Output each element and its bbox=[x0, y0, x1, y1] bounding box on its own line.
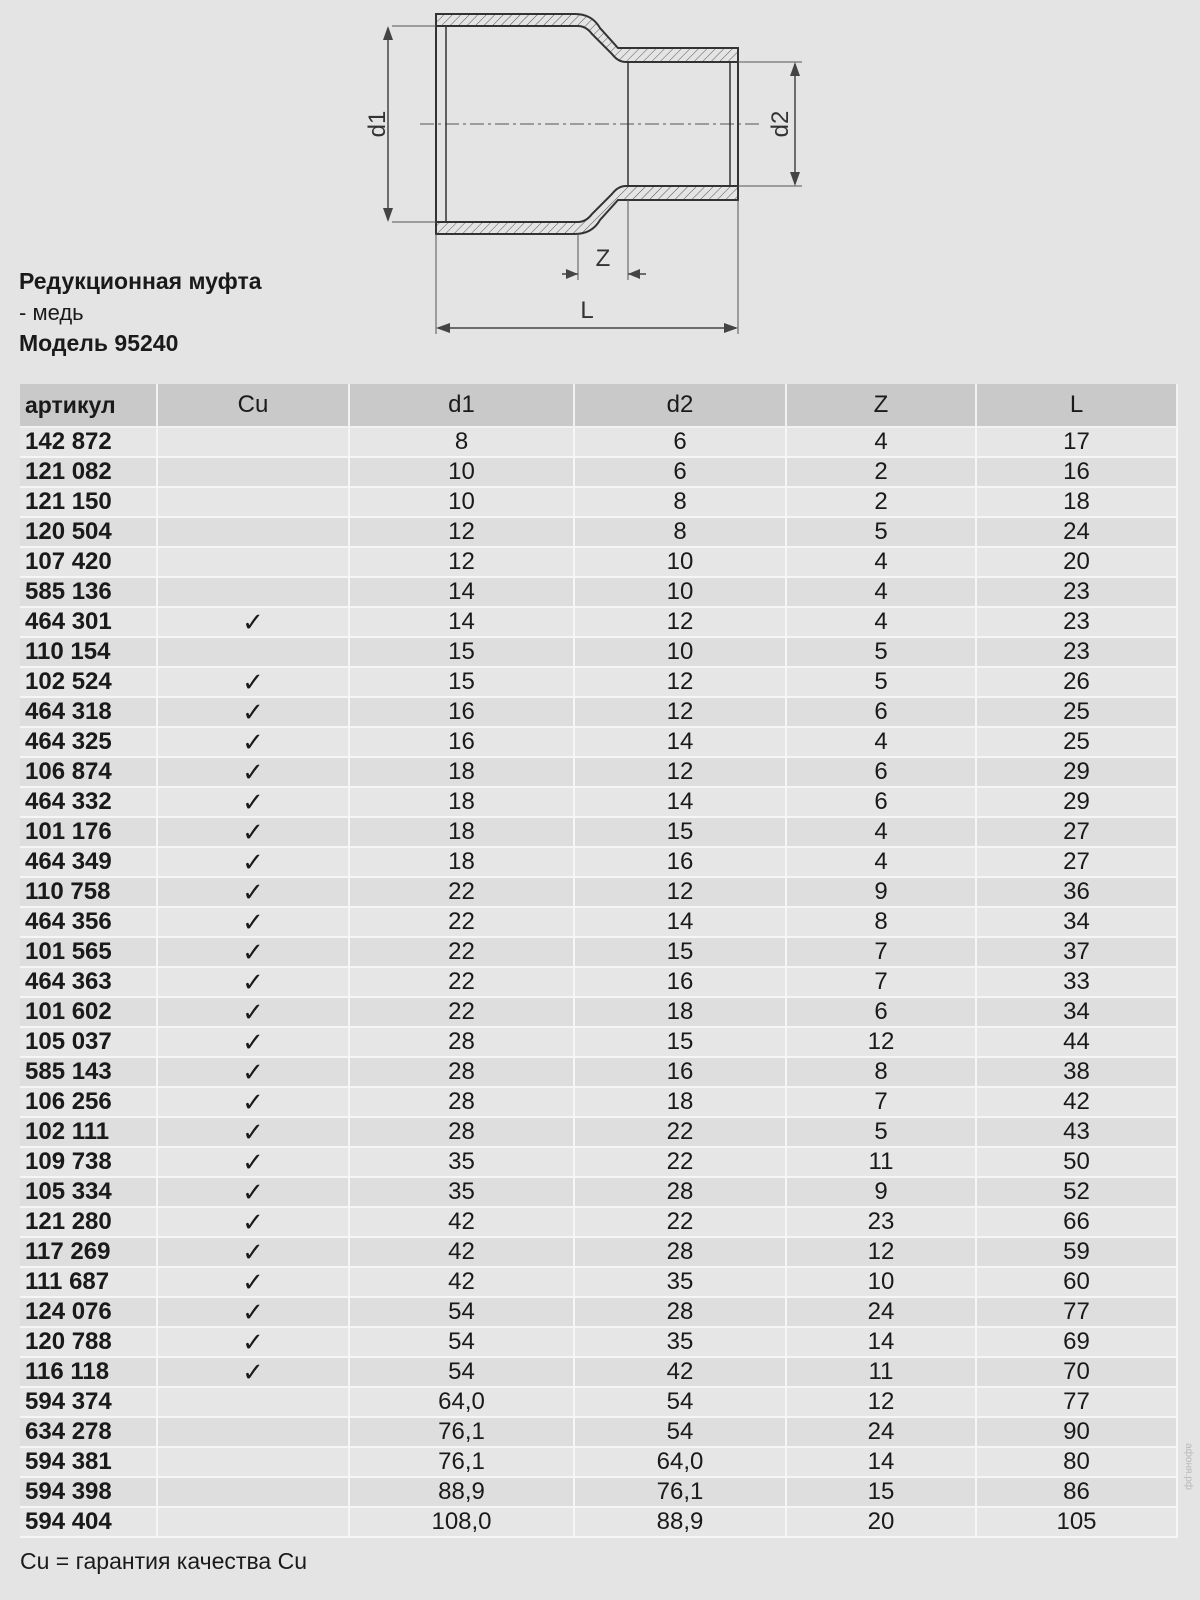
z-cell: 6 bbox=[787, 788, 977, 818]
cu-cell: ✓ bbox=[158, 908, 350, 938]
z-cell: 5 bbox=[787, 638, 977, 668]
article-cell: 102 524 bbox=[20, 668, 158, 698]
d2-cell: 10 bbox=[575, 578, 787, 608]
l-cell: 77 bbox=[977, 1298, 1178, 1328]
table-row bbox=[20, 758, 1178, 788]
d2-cell: 16 bbox=[575, 1058, 787, 1088]
d2-cell: 28 bbox=[575, 1178, 787, 1208]
z-cell: 12 bbox=[787, 1028, 977, 1058]
l-cell: 86 bbox=[977, 1478, 1178, 1508]
product-model: Модель 95240 bbox=[19, 330, 179, 356]
d2-label: d2 bbox=[767, 110, 794, 138]
z-cell: 11 bbox=[787, 1358, 977, 1388]
table-row bbox=[20, 1178, 1178, 1208]
article-cell: 585 136 bbox=[20, 578, 158, 608]
l-cell: 37 bbox=[977, 938, 1178, 968]
d2-cell: 54 bbox=[575, 1388, 787, 1418]
table-row bbox=[20, 938, 1178, 968]
d1-cell: 54 bbox=[350, 1298, 575, 1328]
article-cell: 124 076 bbox=[20, 1298, 158, 1328]
article-cell: 101 176 bbox=[20, 818, 158, 848]
d1-cell: 8 bbox=[350, 428, 575, 458]
d1-cell: 35 bbox=[350, 1178, 575, 1208]
d1-cell: 108,0 bbox=[350, 1508, 575, 1538]
table-row bbox=[20, 1208, 1178, 1238]
d2-cell: 8 bbox=[575, 488, 787, 518]
article-cell: 634 278 bbox=[20, 1418, 158, 1448]
z-cell: 11 bbox=[787, 1148, 977, 1178]
table-row bbox=[20, 968, 1178, 998]
l-cell: 42 bbox=[977, 1088, 1178, 1118]
cu-cell bbox=[158, 518, 350, 548]
d1-cell: 14 bbox=[350, 608, 575, 638]
table-row bbox=[20, 908, 1178, 938]
z-cell: 15 bbox=[787, 1478, 977, 1508]
cu-cell: ✓ bbox=[158, 1238, 350, 1268]
z-cell: 7 bbox=[787, 938, 977, 968]
cu-cell: ✓ bbox=[158, 1178, 350, 1208]
l-cell: 25 bbox=[977, 728, 1178, 758]
d2-cell: 35 bbox=[575, 1268, 787, 1298]
article-cell: 116 118 bbox=[20, 1358, 158, 1388]
cu-cell: ✓ bbox=[158, 1088, 350, 1118]
cu-cell: ✓ bbox=[158, 818, 350, 848]
table-row bbox=[20, 638, 1178, 668]
d1-cell: 16 bbox=[350, 728, 575, 758]
col-header-cu: Cu bbox=[158, 384, 350, 428]
l-cell: 27 bbox=[977, 848, 1178, 878]
article-cell: 117 269 bbox=[20, 1238, 158, 1268]
z-label: Z bbox=[595, 245, 611, 272]
l-cell: 44 bbox=[977, 1028, 1178, 1058]
d2-cell: 22 bbox=[575, 1148, 787, 1178]
z-cell: 12 bbox=[787, 1238, 977, 1268]
table-header-row bbox=[20, 384, 1178, 428]
d1-cell: 42 bbox=[350, 1238, 575, 1268]
z-cell: 6 bbox=[787, 698, 977, 728]
table-row bbox=[20, 1508, 1178, 1538]
d1-cell: 18 bbox=[350, 758, 575, 788]
d2-cell: 14 bbox=[575, 788, 787, 818]
article-cell: 107 420 bbox=[20, 548, 158, 578]
cu-cell: ✓ bbox=[158, 878, 350, 908]
l-cell: 34 bbox=[977, 908, 1178, 938]
d1-cell: 88,9 bbox=[350, 1478, 575, 1508]
d1-cell: 28 bbox=[350, 1058, 575, 1088]
cu-cell bbox=[158, 1448, 350, 1478]
d1-cell: 15 bbox=[350, 638, 575, 668]
d2-cell: 6 bbox=[575, 458, 787, 488]
table-row bbox=[20, 1058, 1178, 1088]
z-cell: 24 bbox=[787, 1418, 977, 1448]
z-cell: 6 bbox=[787, 998, 977, 1028]
d1-cell: 35 bbox=[350, 1148, 575, 1178]
cu-cell: ✓ bbox=[158, 1028, 350, 1058]
d2-cell: 15 bbox=[575, 938, 787, 968]
article-cell: 464 349 bbox=[20, 848, 158, 878]
d1-cell: 22 bbox=[350, 998, 575, 1028]
d1-cell: 12 bbox=[350, 548, 575, 578]
l-cell: 69 bbox=[977, 1328, 1178, 1358]
d1-cell: 18 bbox=[350, 848, 575, 878]
d1-cell: 18 bbox=[350, 818, 575, 848]
cu-cell bbox=[158, 638, 350, 668]
l-cell: 90 bbox=[977, 1418, 1178, 1448]
article-cell: 464 356 bbox=[20, 908, 158, 938]
product-material: - медь bbox=[19, 300, 84, 325]
article-cell: 120 788 bbox=[20, 1328, 158, 1358]
d1-cell: 16 bbox=[350, 698, 575, 728]
cu-cell bbox=[158, 488, 350, 518]
d2-cell: 18 bbox=[575, 998, 787, 1028]
d2-cell: 42 bbox=[575, 1358, 787, 1388]
article-cell: 142 872 bbox=[20, 428, 158, 458]
z-cell: 2 bbox=[787, 458, 977, 488]
article-cell: 111 687 bbox=[20, 1268, 158, 1298]
z-cell: 5 bbox=[787, 668, 977, 698]
table-row bbox=[20, 878, 1178, 908]
article-cell: 106 256 bbox=[20, 1088, 158, 1118]
d2-cell: 35 bbox=[575, 1328, 787, 1358]
d2-cell: 76,1 bbox=[575, 1478, 787, 1508]
table-row bbox=[20, 788, 1178, 818]
d1-cell: 22 bbox=[350, 908, 575, 938]
d1-cell: 15 bbox=[350, 668, 575, 698]
z-cell: 8 bbox=[787, 1058, 977, 1088]
article-cell: 464 325 bbox=[20, 728, 158, 758]
cu-cell: ✓ bbox=[158, 938, 350, 968]
cu-cell bbox=[158, 578, 350, 608]
article-cell: 101 565 bbox=[20, 938, 158, 968]
z-cell: 4 bbox=[787, 428, 977, 458]
d2-cell: 15 bbox=[575, 1028, 787, 1058]
table-row bbox=[20, 1358, 1178, 1388]
table-row bbox=[20, 458, 1178, 488]
d1-cell: 42 bbox=[350, 1208, 575, 1238]
d2-cell: 12 bbox=[575, 698, 787, 728]
d2-cell: 64,0 bbox=[575, 1448, 787, 1478]
table-row bbox=[20, 428, 1178, 458]
z-cell: 2 bbox=[787, 488, 977, 518]
l-cell: 59 bbox=[977, 1238, 1178, 1268]
z-cell: 20 bbox=[787, 1508, 977, 1538]
cu-cell: ✓ bbox=[158, 1328, 350, 1358]
z-cell: 7 bbox=[787, 1088, 977, 1118]
cu-cell bbox=[158, 1388, 350, 1418]
cu-cell bbox=[158, 428, 350, 458]
d2-cell: 8 bbox=[575, 518, 787, 548]
article-cell: 585 143 bbox=[20, 1058, 158, 1088]
l-cell: 27 bbox=[977, 818, 1178, 848]
z-cell: 14 bbox=[787, 1448, 977, 1478]
d1-cell: 12 bbox=[350, 518, 575, 548]
article-cell: 594 398 bbox=[20, 1478, 158, 1508]
z-cell: 24 bbox=[787, 1298, 977, 1328]
article-cell: 110 154 bbox=[20, 638, 158, 668]
cu-cell: ✓ bbox=[158, 848, 350, 878]
l-cell: 38 bbox=[977, 1058, 1178, 1088]
d1-cell: 22 bbox=[350, 878, 575, 908]
z-cell: 7 bbox=[787, 968, 977, 998]
z-cell: 14 bbox=[787, 1328, 977, 1358]
article-cell: 105 037 bbox=[20, 1028, 158, 1058]
cu-cell: ✓ bbox=[158, 1298, 350, 1328]
d1-label: d1 bbox=[364, 110, 391, 138]
table-row bbox=[20, 728, 1178, 758]
d1-cell: 54 bbox=[350, 1358, 575, 1388]
d1-cell: 64,0 bbox=[350, 1388, 575, 1418]
z-cell: 4 bbox=[787, 548, 977, 578]
cu-cell: ✓ bbox=[158, 1148, 350, 1178]
spec-table bbox=[20, 384, 1178, 1538]
cu-cell: ✓ bbox=[158, 1118, 350, 1148]
d2-cell: 14 bbox=[575, 908, 787, 938]
z-cell: 4 bbox=[787, 818, 977, 848]
d1-cell: 10 bbox=[350, 458, 575, 488]
l-cell: 50 bbox=[977, 1148, 1178, 1178]
table-row bbox=[20, 698, 1178, 728]
table-row bbox=[20, 1118, 1178, 1148]
article-cell: 121 280 bbox=[20, 1208, 158, 1238]
l-cell: 33 bbox=[977, 968, 1178, 998]
l-cell: 26 bbox=[977, 668, 1178, 698]
table-row bbox=[20, 848, 1178, 878]
article-cell: 594 381 bbox=[20, 1448, 158, 1478]
article-cell: 464 318 bbox=[20, 698, 158, 728]
article-cell: 464 363 bbox=[20, 968, 158, 998]
d1-cell: 14 bbox=[350, 578, 575, 608]
cu-cell: ✓ bbox=[158, 788, 350, 818]
table-row bbox=[20, 1388, 1178, 1418]
footnote: Cu = гарантия качества Cu bbox=[20, 1548, 308, 1574]
z-cell: 9 bbox=[787, 878, 977, 908]
d2-cell: 28 bbox=[575, 1298, 787, 1328]
article-cell: 464 301 bbox=[20, 608, 158, 638]
cu-cell bbox=[158, 548, 350, 578]
d2-cell: 10 bbox=[575, 548, 787, 578]
z-cell: 5 bbox=[787, 518, 977, 548]
l-cell: 52 bbox=[977, 1178, 1178, 1208]
d1-cell: 10 bbox=[350, 488, 575, 518]
d2-cell: 22 bbox=[575, 1208, 787, 1238]
table-row bbox=[20, 488, 1178, 518]
table-row bbox=[20, 1028, 1178, 1058]
d1-cell: 76,1 bbox=[350, 1418, 575, 1448]
l-cell: 80 bbox=[977, 1448, 1178, 1478]
article-cell: 464 332 bbox=[20, 788, 158, 818]
d1-cell: 18 bbox=[350, 788, 575, 818]
d1-cell: 42 bbox=[350, 1268, 575, 1298]
d2-cell: 16 bbox=[575, 968, 787, 998]
cu-cell: ✓ bbox=[158, 1058, 350, 1088]
z-cell: 4 bbox=[787, 848, 977, 878]
l-cell: 43 bbox=[977, 1118, 1178, 1148]
d1-cell: 76,1 bbox=[350, 1448, 575, 1478]
d2-cell: 28 bbox=[575, 1238, 787, 1268]
z-cell: 4 bbox=[787, 728, 977, 758]
table-row bbox=[20, 1268, 1178, 1298]
table-row bbox=[20, 1448, 1178, 1478]
col-header-d2: d2 bbox=[575, 384, 787, 428]
cu-cell: ✓ bbox=[158, 998, 350, 1028]
table-row bbox=[20, 818, 1178, 848]
d1-cell: 28 bbox=[350, 1118, 575, 1148]
article-cell: 109 738 bbox=[20, 1148, 158, 1178]
z-cell: 4 bbox=[787, 608, 977, 638]
cu-cell: ✓ bbox=[158, 758, 350, 788]
z-cell: 23 bbox=[787, 1208, 977, 1238]
article-cell: 105 334 bbox=[20, 1178, 158, 1208]
d2-cell: 12 bbox=[575, 878, 787, 908]
cu-cell: ✓ bbox=[158, 1208, 350, 1238]
cu-cell: ✓ bbox=[158, 1358, 350, 1388]
z-cell: 9 bbox=[787, 1178, 977, 1208]
table-row bbox=[20, 998, 1178, 1028]
l-cell: 29 bbox=[977, 788, 1178, 818]
product-title: Редукционная муфта bbox=[19, 268, 262, 294]
table-row bbox=[20, 1478, 1178, 1508]
l-cell: 70 bbox=[977, 1358, 1178, 1388]
d2-cell: 14 bbox=[575, 728, 787, 758]
table-row bbox=[20, 1418, 1178, 1448]
cu-cell: ✓ bbox=[158, 608, 350, 638]
cu-cell bbox=[158, 1478, 350, 1508]
table-row bbox=[20, 1298, 1178, 1328]
d1-cell: 22 bbox=[350, 938, 575, 968]
l-cell: 29 bbox=[977, 758, 1178, 788]
table-row bbox=[20, 1238, 1178, 1268]
l-cell: 23 bbox=[977, 608, 1178, 638]
l-cell: 25 bbox=[977, 698, 1178, 728]
d2-cell: 16 bbox=[575, 848, 787, 878]
z-cell: 12 bbox=[787, 1388, 977, 1418]
z-cell: 5 bbox=[787, 1118, 977, 1148]
d1-cell: 28 bbox=[350, 1088, 575, 1118]
cu-cell bbox=[158, 1508, 350, 1538]
l-cell: 66 bbox=[977, 1208, 1178, 1238]
article-cell: 110 758 bbox=[20, 878, 158, 908]
cu-cell: ✓ bbox=[158, 968, 350, 998]
d1-cell: 54 bbox=[350, 1328, 575, 1358]
col-header-l: L bbox=[977, 384, 1178, 428]
l-cell: 23 bbox=[977, 578, 1178, 608]
col-header-z: Z bbox=[787, 384, 977, 428]
cu-cell: ✓ bbox=[158, 668, 350, 698]
l-cell: 16 bbox=[977, 458, 1178, 488]
article-cell: 102 111 bbox=[20, 1118, 158, 1148]
l-cell: 60 bbox=[977, 1268, 1178, 1298]
d2-cell: 88,9 bbox=[575, 1508, 787, 1538]
cu-cell bbox=[158, 1418, 350, 1448]
l-cell: 34 bbox=[977, 998, 1178, 1028]
l-cell: 77 bbox=[977, 1388, 1178, 1418]
z-cell: 10 bbox=[787, 1268, 977, 1298]
article-cell: 106 874 bbox=[20, 758, 158, 788]
l-label: L bbox=[580, 297, 594, 324]
cu-cell: ✓ bbox=[158, 728, 350, 758]
d2-cell: 22 bbox=[575, 1118, 787, 1148]
table-row bbox=[20, 608, 1178, 638]
cu-cell: ✓ bbox=[158, 1268, 350, 1298]
cu-cell: ✓ bbox=[158, 698, 350, 728]
d2-cell: 54 bbox=[575, 1418, 787, 1448]
d1-cell: 22 bbox=[350, 968, 575, 998]
article-cell: 594 404 bbox=[20, 1508, 158, 1538]
d2-cell: 18 bbox=[575, 1088, 787, 1118]
article-cell: 121 082 bbox=[20, 458, 158, 488]
d2-cell: 12 bbox=[575, 668, 787, 698]
l-cell: 17 bbox=[977, 428, 1178, 458]
l-cell: 105 bbox=[977, 1508, 1178, 1538]
d2-cell: 12 bbox=[575, 608, 787, 638]
table-row bbox=[20, 578, 1178, 608]
z-cell: 6 bbox=[787, 758, 977, 788]
table-row bbox=[20, 668, 1178, 698]
d2-cell: 10 bbox=[575, 638, 787, 668]
l-cell: 20 bbox=[977, 548, 1178, 578]
d2-cell: 15 bbox=[575, 818, 787, 848]
table-row bbox=[20, 518, 1178, 548]
article-cell: 594 374 bbox=[20, 1388, 158, 1418]
z-cell: 4 bbox=[787, 578, 977, 608]
article-cell: 101 602 bbox=[20, 998, 158, 1028]
z-cell: 8 bbox=[787, 908, 977, 938]
l-cell: 18 bbox=[977, 488, 1178, 518]
l-cell: 36 bbox=[977, 878, 1178, 908]
article-cell: 120 504 bbox=[20, 518, 158, 548]
d2-cell: 6 bbox=[575, 428, 787, 458]
table-row bbox=[20, 1148, 1178, 1178]
article-cell: 121 150 bbox=[20, 488, 158, 518]
watermark: афоня.рф bbox=[1183, 1443, 1194, 1490]
d1-cell: 28 bbox=[350, 1028, 575, 1058]
d2-cell: 12 bbox=[575, 758, 787, 788]
col-header-d1: d1 bbox=[350, 384, 575, 428]
l-cell: 24 bbox=[977, 518, 1178, 548]
fitting-drawing bbox=[340, 8, 860, 348]
cu-cell bbox=[158, 458, 350, 488]
l-cell: 23 bbox=[977, 638, 1178, 668]
col-header-article: артикул bbox=[20, 384, 158, 428]
table-row bbox=[20, 1328, 1178, 1358]
table-row bbox=[20, 1088, 1178, 1118]
table-row bbox=[20, 548, 1178, 578]
